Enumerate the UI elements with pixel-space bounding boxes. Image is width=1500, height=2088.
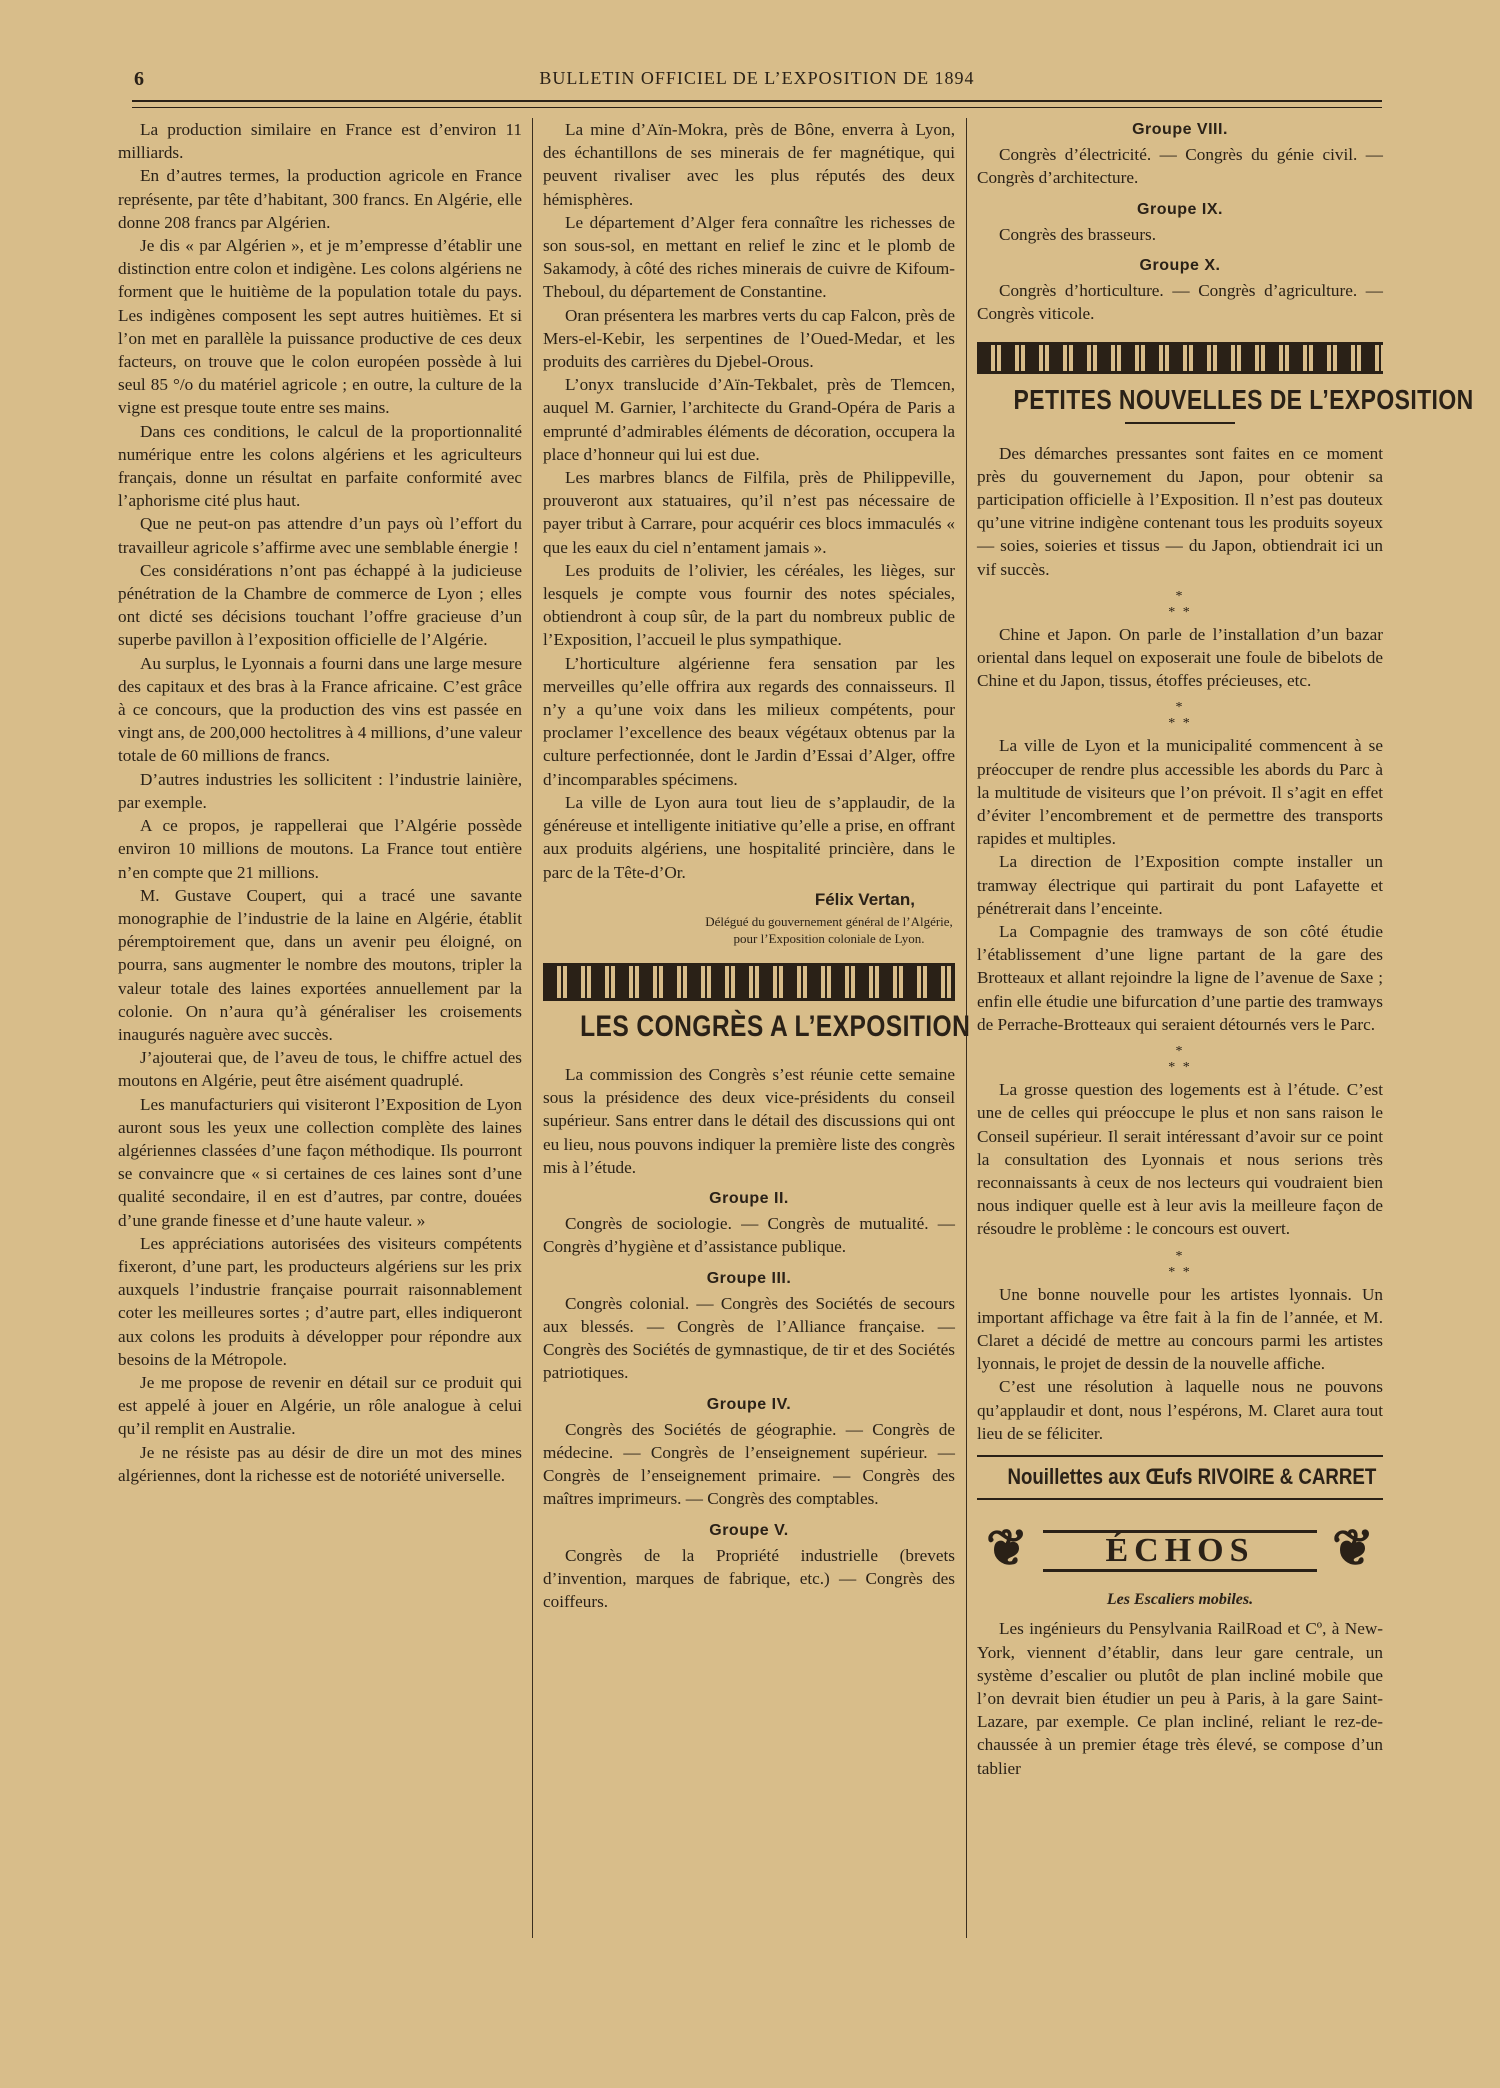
- signature-name: Félix Vertan,: [814, 889, 915, 909]
- paragraph: La mine d’Aïn-Mokra, près de Bône, enverra à Lyon, des échantillons de ses minerais de fer magnétique, qui peuvent rivaliser avec les plus réputés des deux hémisphères.: [543, 120, 955, 209]
- paragraph: Ces considérations n’ont pas échappé à la judicieuse pénétration de la Chambre de commerce de Lyon ; elles ont dicté ses décisions touchant l’offre gracieuse d’un superbe pavillon à l’exposition officielle de l’Algérie.: [118, 560, 522, 650]
- ornament-right-icon: ❦: [1332, 1520, 1374, 1577]
- news-item: C’est une résolution à laquelle nous ne pouvons qu’applaudir et dont, nous l’espérons, M. Claret aura tout lieu de se féliciter.: [977, 1377, 1383, 1443]
- signature-block: [543, 888, 955, 947]
- paragraph: La ville de Lyon aura tout lieu de s’applaudir, de la généreuse et intelligente initiative qu’elle a prise, en offrant aux produits algériens, une hospitalité princière, dans le parc de la Tête-d’Or.: [543, 792, 955, 882]
- echos-subhead: Les Escaliers mobiles.: [1106, 1591, 1254, 1609]
- news-item: Des démarches pressantes sont faites en ce moment près du gouvernement du Japon, pour obtenir sa participation officielle à l’Exposition. Il n’est pas douteux qu’une vitrine indigène contenant tous les produits soyeux — soies, soieries et tissus — du Japon, obtiendrait ici un vif succès.: [977, 443, 1383, 579]
- signature-role: Délégué du gouvernement général de l’Algérie, pour l’Exposition coloniale de Lyon.: [705, 913, 953, 946]
- paragraph: Que ne peut-on pas attendre d’un pays où l’effort du travailleur agricole s’affirme avec une semblable énergie !: [118, 514, 522, 557]
- echos-banner: [977, 1516, 1383, 1580]
- group-text: Congrès colonial. — Congrès des Sociétés de secours aux blessés. — Congrès de l’Alliance française. — Congrès des Sociétés de gymnastique, de tir et des Sociétés patriotiques.: [543, 1293, 955, 1383]
- paragraph: Les marbres blancs de Filfila, près de Philippeville, prouveront aux statuaires, qu’il n’est pas nécessaire de payer tribut à Carrare, pour acquérir ces blocs immaculés « que les eaux du ciel n’entament jamais ».: [543, 468, 955, 557]
- group-heading: Groupe IX.: [1137, 200, 1223, 218]
- group-text: Congrès des Sociétés de géographie. — Congrès de médecine. — Congrès de l’enseignement supérieur. — Congrès de l’enseignement primaire. — Congrès des maîtres imprimeurs. — Congrès des comptables.: [543, 1419, 955, 1509]
- paragraph: Oran présentera les marbres verts du cap Falcon, près de Mers-el-Kebir, les serpentines de l’Oued-Medar, et les produits des carrières du Djebel-Orous.: [543, 305, 955, 372]
- title-underline: [1125, 422, 1235, 424]
- paragraph: A ce propos, je rappellerai que l’Algérie possède environ 10 millions de moutons. La France tout entière n’en compte que 21 millions.: [118, 816, 522, 882]
- column-3: [977, 118, 1474, 1780]
- divider: [977, 1498, 1383, 1500]
- ornamental-divider: [543, 963, 955, 1001]
- group-heading: Groupe IV.: [706, 1395, 792, 1413]
- group-text: Congrès des brasseurs.: [999, 224, 1157, 244]
- page-number: 6: [134, 68, 144, 90]
- paragraph: La commission des Congrès s’est réunie cette semaine sous la présidence des deux vice-présidents du conseil supérieur. Sans entrer dans le détail des discussions qui ont eu lieu, nous pouvons indiquer la première liste des congrès mis à l’étude.: [543, 1064, 955, 1177]
- echos-frame: [1043, 1530, 1317, 1572]
- section-title-nouvelles: PETITES NOUVELLES DE L’EXPOSITION: [1013, 383, 1474, 415]
- column-2: [543, 118, 971, 1613]
- ornament-left-icon: ❦: [986, 1520, 1028, 1577]
- section-title-congres: LES CONGRÈS A L’EXPOSITION: [580, 1009, 971, 1043]
- paragraph: La production similaire en France est d’environ 11 milliards.: [118, 120, 522, 163]
- group-text: Congrès de la Propriété industrielle (brevets d’invention, marques de fabrique, etc.) — Congrès des coiffeurs.: [543, 1545, 955, 1612]
- asterism: * * *: [1168, 1044, 1192, 1076]
- column-divider: [532, 118, 533, 1938]
- paragraph: Les manufacturiers qui visiteront l’Exposition de Lyon auront sous les yeux une collection complète des laines algériennes classées d’une façon méthodique. Ils pourront se convaincre que « si certaines de ces laines sont d’une qualité secondaire, il en est d’autres, par contre, douées d’une grande finesse et d’une haute valeur. »: [118, 1094, 522, 1230]
- news-item: La Compagnie des tramways de son côté étudie l’établissement d’une ligne partant de la gare des Brotteaux et allant rejoindre la ligne de l’avenue de Saxe ; enfin elle étudie une bifurcation d’une partie des tramways de Perrache-Brotteaux qui seraient détournés vers le Parc.: [977, 922, 1383, 1034]
- group-heading: Groupe III.: [706, 1269, 792, 1287]
- header-rule-thin: [132, 107, 1382, 108]
- page-header: [132, 64, 1382, 98]
- divider: [977, 1455, 1383, 1457]
- group-heading: Groupe X.: [1139, 257, 1221, 275]
- group-heading: Groupe VIII.: [1132, 121, 1228, 138]
- ornamental-divider: [977, 342, 1383, 374]
- paragraph: Dans ces conditions, le calcul de la proportionnalité numérique entre les colons algériens et les agriculteurs français, donne un résultat en parfaite conformité avec l’aphorisme cité plus haut.: [118, 421, 522, 511]
- group-text: Congrès de sociologie. — Congrès de mutualité. — Congrès d’hygiène et d’assistance publique.: [543, 1214, 955, 1257]
- paragraph: Je ne résiste pas au désir de dire un mot des mines algériennes, dont la richesse est de notoriété universelle.: [118, 1442, 522, 1485]
- paragraph: J’ajouterai que, de l’aveu de tous, le chiffre actuel des moutons en Algérie, peut être aisément quadruplé.: [118, 1048, 522, 1091]
- paragraph: Je me propose de revenir en détail sur ce produit qui est appelé à jouer en Algérie, un rôle analogue à celui qu’il remplit en Australie.: [118, 1372, 522, 1439]
- group-text: Congrès d’horticulture. — Congrès d’agriculture. — Congrès viticole.: [977, 281, 1383, 324]
- column-1: [118, 118, 522, 1487]
- paragraph: Les produits de l’olivier, les céréales, les lièges, sur lesquels je compte vous fournir des notes spéciales, obtiendront à coup sûr, de la part du nombreux public de l’Exposition, l’accueil le plus sympathique.: [543, 560, 955, 650]
- asterism: * * *: [1168, 1248, 1192, 1280]
- news-item: La direction de l’Exposition compte installer un tramway électrique qui partirait du pont Lafayette et pénétrerait dans l’enceinte.: [977, 852, 1383, 918]
- paragraph: L’onyx translucide d’Aïn-Tekbalet, près de Tlemcen, auquel M. Garnier, l’architecte du Grand-Opéra de Paris a emprunté d’admirables éléments de décoration, occupera la place d’honneur qui lui est due.: [543, 375, 955, 464]
- group-heading: Groupe II.: [709, 1189, 789, 1207]
- paragraph: Au surplus, le Lyonnais a fourni dans une large mesure des capitaux et des bras à la France africaine. C’est grâce à ce concours, que la production des vins est passée en vingt ans, de 200,000 hectolitres à 4 millions, d’une valeur totale de 60 millions de francs.: [118, 653, 522, 766]
- paragraph: Je dis « par Algérien », et je m’empresse d’établir une distinction entre colon et indigène. Les colons algériens ne forment que le huitième de la population totale du pays. Les indigènes composent les sept autres huitièmes. Et si l’on met en parallèle la puissance productive de ces deux facteurs, on trouve que le colon européen possède à lui seul 85 °/o du matériel agricole ; en outre, la culture de la vigne est presque toute entre ses mains.: [118, 236, 522, 418]
- paragraph: Les appréciations autorisées des visiteurs compétents fixeront, d’une part, les producteurs algériens sur les prix auxquels l’industrie française pourrait raisonnablement coter les meilleures sortes ; d’autre part, elles indiqueront aux colons les produits à développer pour répondre aux besoins de la Métropole.: [118, 1233, 522, 1369]
- news-item: La grosse question des logements est à l’étude. C’est une de celles qui préoccupe le plus et non sans raison le Conseil supérieur. Il serait intéressant d’avoir sur ce point la consultation des Lyonnais et nous serions très reconnaissants à ceux de nos lecteurs qui voudraient bien nous indiquer quelle est à leur avis la meilleure façon de résoudre le problème : le concours est ouvert.: [977, 1080, 1383, 1239]
- paragraph: Les ingénieurs du Pensylvania RailRoad et Cº, à New-York, viennent d’établir, dans leur gare centrale, un système d’escalier ou plutôt de plan incliné mobile que l’on devrait bien étudier un peu à Paris, à la gare Saint-Lazare, par exemple. Ce plan incliné, reliant le rez-de-chaussée à un premier étage très élevé, se compose d’un tablier: [977, 1619, 1383, 1778]
- news-item: Une bonne nouvelle pour les artistes lyonnais. Un important affichage va être fait à la fin de l’année, et M. Claret a décidé de mettre au concours parmi les artistes lyonnais, le projet de dessin de la nouvelle affiche.: [977, 1284, 1383, 1374]
- paragraph: D’autres industries les sollicitent : l’industrie lainière, par exemple.: [118, 769, 522, 812]
- page-title: BULLETIN OFFICIEL DE L’EXPOSITION DE 1894: [539, 68, 975, 88]
- echos-title: ÉCHOS: [1105, 1532, 1255, 1570]
- paragraph: En d’autres termes, la production agricole en France représente, par tête d’habitant, 300 francs. En Algérie, elle donne 208 francs par Algérien.: [118, 166, 522, 232]
- asterism: * * *: [1168, 588, 1192, 620]
- group-text: Congrès d’électricité. — Congrès du génie civil. — Congrès d’architecture.: [977, 145, 1383, 188]
- paragraph: M. Gustave Coupert, qui a tracé une savante monographie de l’industrie de la laine en Algérie, établit péremptoirement que, dans un avenir peu éloigné, on pourra, sans augmenter le nombre des moutons, tripler la valeur totale des laines exportées annuellement par la colonie. On n’aura qu’à généraliser les croisements inaugurés naguère avec succès.: [118, 885, 522, 1044]
- paragraph: L’horticulture algérienne fera sensation par les merveilles qu’elle offrira aux regards des connaisseurs. Il n’y a qu’une voix dans les milieux compétents, pour proclamer l’excellence des beaux végétaux obtenus par la culture perfectionnée, dont le Jardin d’Essai d’Alger, offre d’incomparables spécimens.: [543, 653, 955, 789]
- header-rule: [132, 100, 1382, 102]
- advertisement: Nouillettes aux Œufs RIVOIRE & CARRET: [1007, 1463, 1377, 1489]
- paragraph: Le département d’Alger fera connaître les richesses de son sous-sol, en mettant en relief le zinc et le plomb de Sakamody, à côté des riches minerais de cuivre de Kifoum-Theboul, du département de Constantine.: [543, 212, 955, 302]
- group-heading: Groupe V.: [709, 1521, 789, 1539]
- asterism: * * *: [1168, 700, 1192, 732]
- news-item: La ville de Lyon et la municipalité commencent à se préoccuper de rendre plus accessible les abords du Parc à la multitude de visiteurs que l’on prévoit. Il s’agit en effet d’éviter l’encombrement et de permettre des transports rapides et multiples.: [977, 736, 1383, 849]
- news-item: Chine et Japon. On parle de l’installation d’un bazar oriental dans lequel on exposerait une foule de bibelots de Chine et du Japon, tissus, étoffes précieuses, etc.: [977, 624, 1383, 691]
